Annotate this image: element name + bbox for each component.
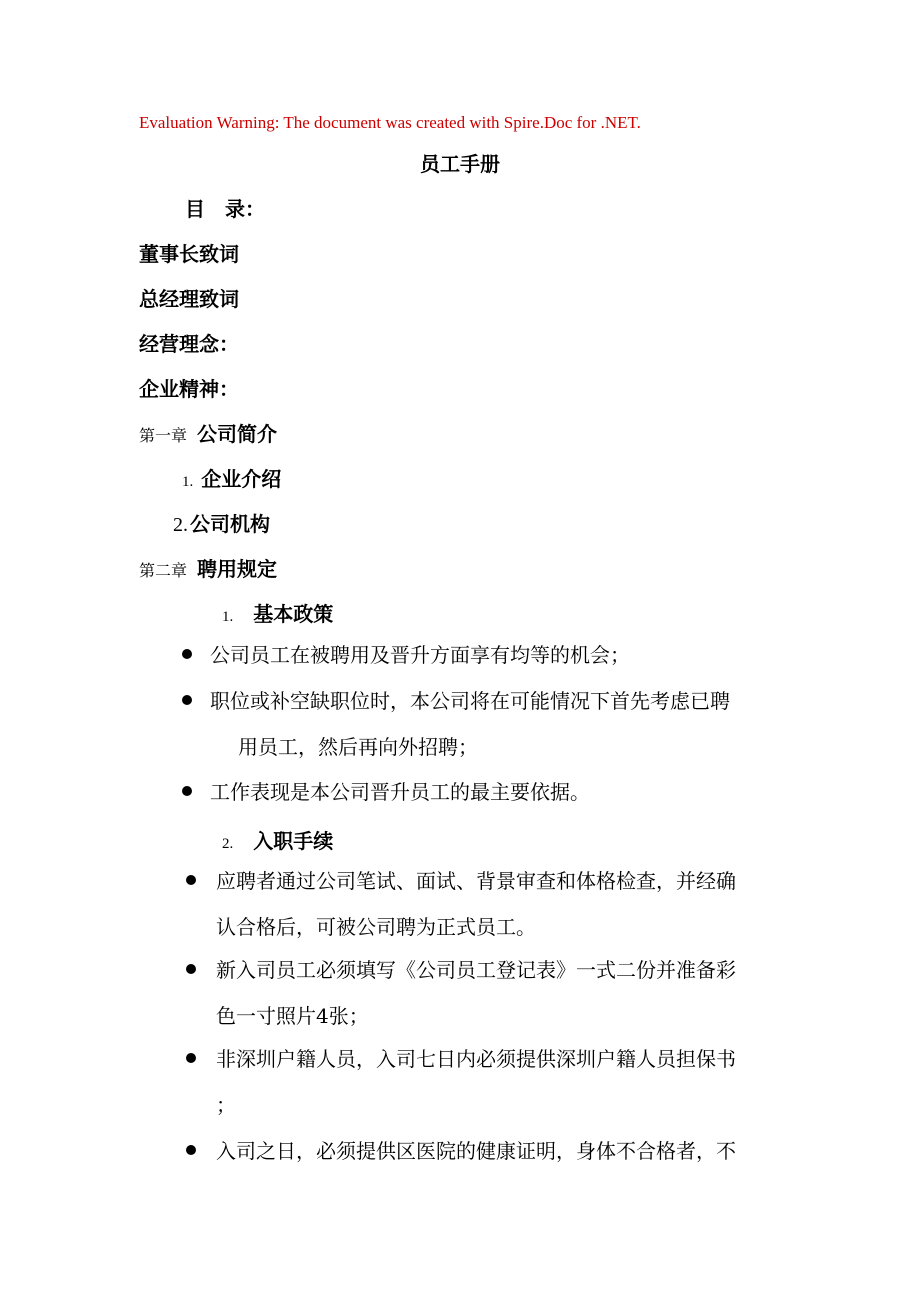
bullet-icon [182, 695, 192, 705]
heading-business-philosophy: 经营理念： [139, 332, 239, 356]
item-number: 2. [173, 514, 188, 536]
list-item-text: 职位或补空缺职位时，本公司将在可能情况下首先考虑已聘 [210, 689, 730, 713]
list-item [182, 769, 590, 815]
list-item-text: 应聘者通过公司笔试、面试、背景审查和体格检查，并经确 [216, 869, 736, 893]
section-basic-policy [222, 598, 333, 627]
evaluation-warning: Evaluation Warning: The document was created with Spire.Doc for .NET. [139, 113, 641, 132]
document-title: 员工手册 [420, 152, 500, 176]
heading-chairman-speech: 董事长致词 [139, 242, 239, 266]
list-item-text: 非深圳户籍人员，入司七日内必须提供深圳户籍人员担保书 [216, 1047, 736, 1071]
chapter-2-prefix: 第二章 [139, 561, 188, 580]
list-item [182, 632, 630, 678]
list-item [186, 947, 736, 1039]
section-number: 2. [222, 836, 234, 852]
heading-corporate-spirit: 企业精神： [139, 377, 239, 401]
item-number: 1. [182, 474, 194, 490]
ch1-item-company-structure [173, 508, 270, 537]
bullet-icon [182, 649, 192, 659]
section-number: 1. [222, 609, 234, 625]
list-item-text: 入司之日，必须提供区医院的健康证明，身体不合格者，不 [216, 1139, 736, 1163]
section-onboarding [222, 825, 333, 854]
item-text: 公司机构 [190, 512, 270, 536]
section-text: 入职手续 [253, 829, 334, 853]
toc-label: 目 录： [185, 197, 265, 221]
list-item-text-continued: 用员工，然后再向外招聘； [238, 735, 478, 759]
bullet-icon [182, 786, 192, 796]
bullet-icon [186, 1145, 196, 1155]
bullet-icon [186, 964, 196, 974]
list-item [186, 1128, 736, 1174]
list-item-text: 新入司员工必须填写《公司员工登记表》一式二份并准备彩 [216, 958, 736, 982]
item-text: 企业介绍 [201, 467, 282, 491]
chapter-1-name: 公司简介 [197, 422, 278, 446]
list-item-text-continued: 认合格后，可被公司聘为正式员工。 [216, 915, 536, 939]
section-text: 基本政策 [253, 602, 334, 626]
chapter-2-heading [139, 553, 277, 582]
list-item [186, 858, 736, 950]
list-item-text: 公司员工在被聘用及晋升方面享有均等的机会； [210, 643, 630, 667]
bullet-icon [186, 875, 196, 885]
chapter-1-prefix: 第一章 [139, 426, 188, 445]
list-item-text: 工作表现是本公司晋升员工的最主要依据。 [210, 780, 590, 804]
list-item-text-continued: ； [216, 1093, 236, 1117]
bullet-icon [186, 1053, 196, 1063]
chapter-2-name: 聘用规定 [197, 557, 278, 581]
list-item [186, 1036, 736, 1128]
list-item [182, 678, 730, 770]
heading-gm-speech: 总经理致词 [139, 287, 239, 311]
list-item-text-continued: 色一寸照片4张； [216, 1004, 369, 1028]
chapter-1-heading [139, 418, 277, 447]
ch1-item-company-intro [182, 463, 281, 492]
